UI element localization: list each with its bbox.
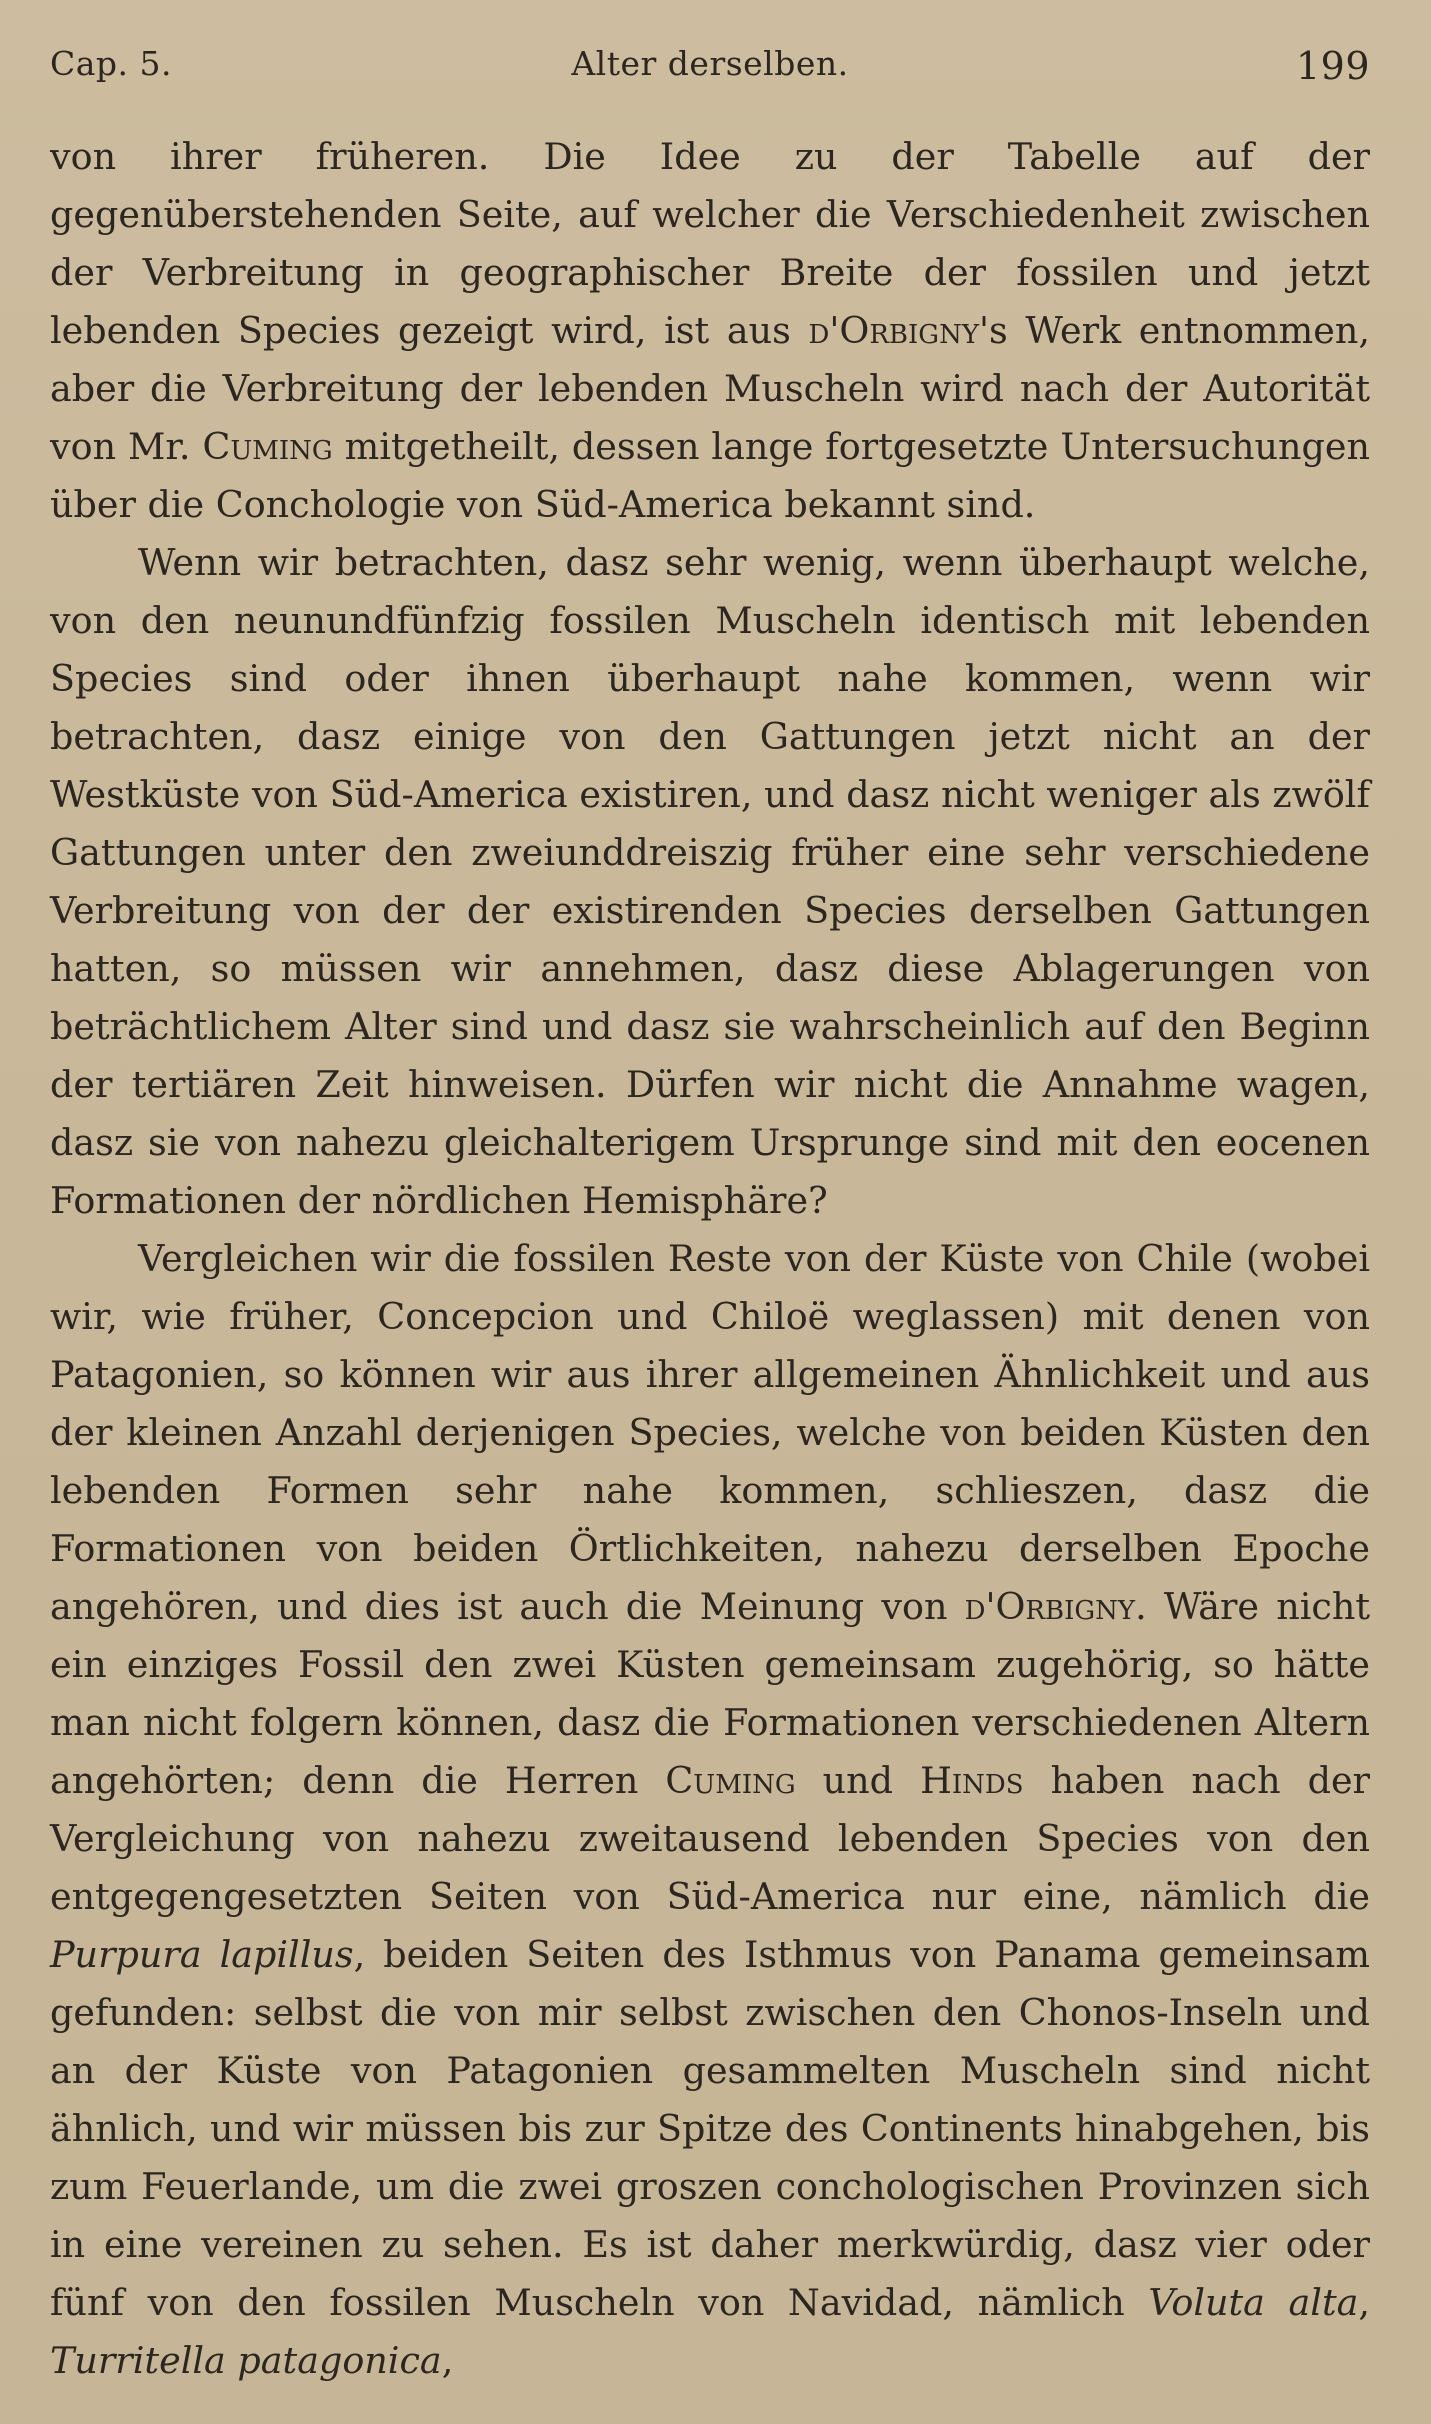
species-name: Voluta alta (1148, 2281, 1359, 2324)
text-run: und (795, 1759, 921, 1802)
running-title: Alter derselben. (571, 44, 849, 83)
paragraph (50, 1230, 1370, 2390)
author-name: Cuming (202, 425, 333, 468)
species-name: Purpura lapillus (50, 1933, 354, 1976)
author-name: d'Orbigny (964, 1585, 1136, 1628)
body-text (50, 128, 1370, 2390)
text-run: 's Werk entnommen, aber die Verbreitung der lebenden Muscheln wird nach der Autorität von Mr. (50, 309, 1370, 468)
chapter-label: Cap. 5. (50, 44, 173, 83)
text-run: haben nach der Vergleichung von nahezu zweitausend lebenden Species von den entgegengesetzten Seiten von Süd-America nur eine, nämlich die (50, 1759, 1371, 1918)
text-run: Wenn wir betrachten, dasz sehr wenig, wenn überhaupt welche, von den neunundfünfzig fossilen Muscheln identisch mit lebenden Species sind oder ihnen überhaupt nahe kommen, wenn wir betrachten, dasz einige von den Gattungen jetzt nicht an der Westküste von Süd-America existiren, und dasz nicht weniger als zwölf Gattungen unter den zweiunddreiszig früher eine sehr verschiedene Verbreitung von der der existirenden Species derselben Gattungen hatten, so müssen wir annehmen, dasz diese Ablagerungen von beträchtlichem Alter sind und dasz sie wahrscheinlich auf den Beginn der tertiären Zeit hinweisen. Dürfen wir nicht die Annahme wagen, dasz sie von nahezu gleichalterigem Ursprunge sind mit den eocenen Formationen der nördlichen Hemisphäre? (50, 541, 1370, 1222)
text-run: , beiden Seiten des Isthmus von Panama gemeinsam gefunden: selbst die von mir selbst zwischen den Chonos-Inseln und an der Küste von Patagonien gesammelten Muscheln sind nicht ähnlich, und wir müssen bis zur Spitze des Continents hinabgehen, bis zum Feuerlande, um die zwei groszen conchologischen Provinzen sich in eine vereinen zu sehen. Es ist daher merkwürdig, dasz vier oder fünf von den fossilen Muscheln von Navidad, nämlich (50, 1933, 1370, 2324)
text-run: von ihrer früheren. Die Idee zu der Tabelle auf der gegenüberstehenden Seite, auf welcher die Verschiedenheit zwischen der Verbreitung in geographischer Breite der fossilen und jetzt lebenden Species gezeigt wird, ist aus (50, 135, 1370, 352)
text-run: Vergleichen wir die fossilen Reste von der Küste von Chile (wobei wir, wie früher, Concepcion und Chiloë weglassen) mit denen von Patagonien, so können wir aus ihrer allgemeinen Ähnlichkeit und aus der kleinen Anzahl derjenigen Species, welche von beiden Küsten den lebenden Formen sehr nahe kommen, schlieszen, dasz die Formationen von beiden Örtlichkeiten, nahezu derselben Epoche angehören, und dies ist auch die Meinung von (50, 1237, 1370, 1628)
running-header (50, 44, 1370, 94)
page-number: 199 (1295, 44, 1370, 88)
author-name: Hinds (920, 1759, 1024, 1802)
text-run: , (1358, 2281, 1370, 2324)
text-run: , (441, 2339, 454, 2382)
text-run: . Wäre nicht ein einziges Fossil den zwei Küsten gemeinsam zugehörig, so hätte man nicht folgern können, dasz die Formationen verschiedenen Altern angehörten; denn die Herren (50, 1585, 1370, 1802)
author-name: d'Orbigny (808, 309, 979, 352)
author-name: Cuming (665, 1759, 796, 1802)
species-name: Turritella patagonica (50, 2339, 442, 2382)
paragraph (50, 128, 1370, 534)
paragraph (50, 534, 1370, 1230)
text-run: mitgetheilt, dessen lange fortgesetzte Untersuchungen über die Conchologie von Süd-America bekannt sind. (50, 425, 1370, 526)
